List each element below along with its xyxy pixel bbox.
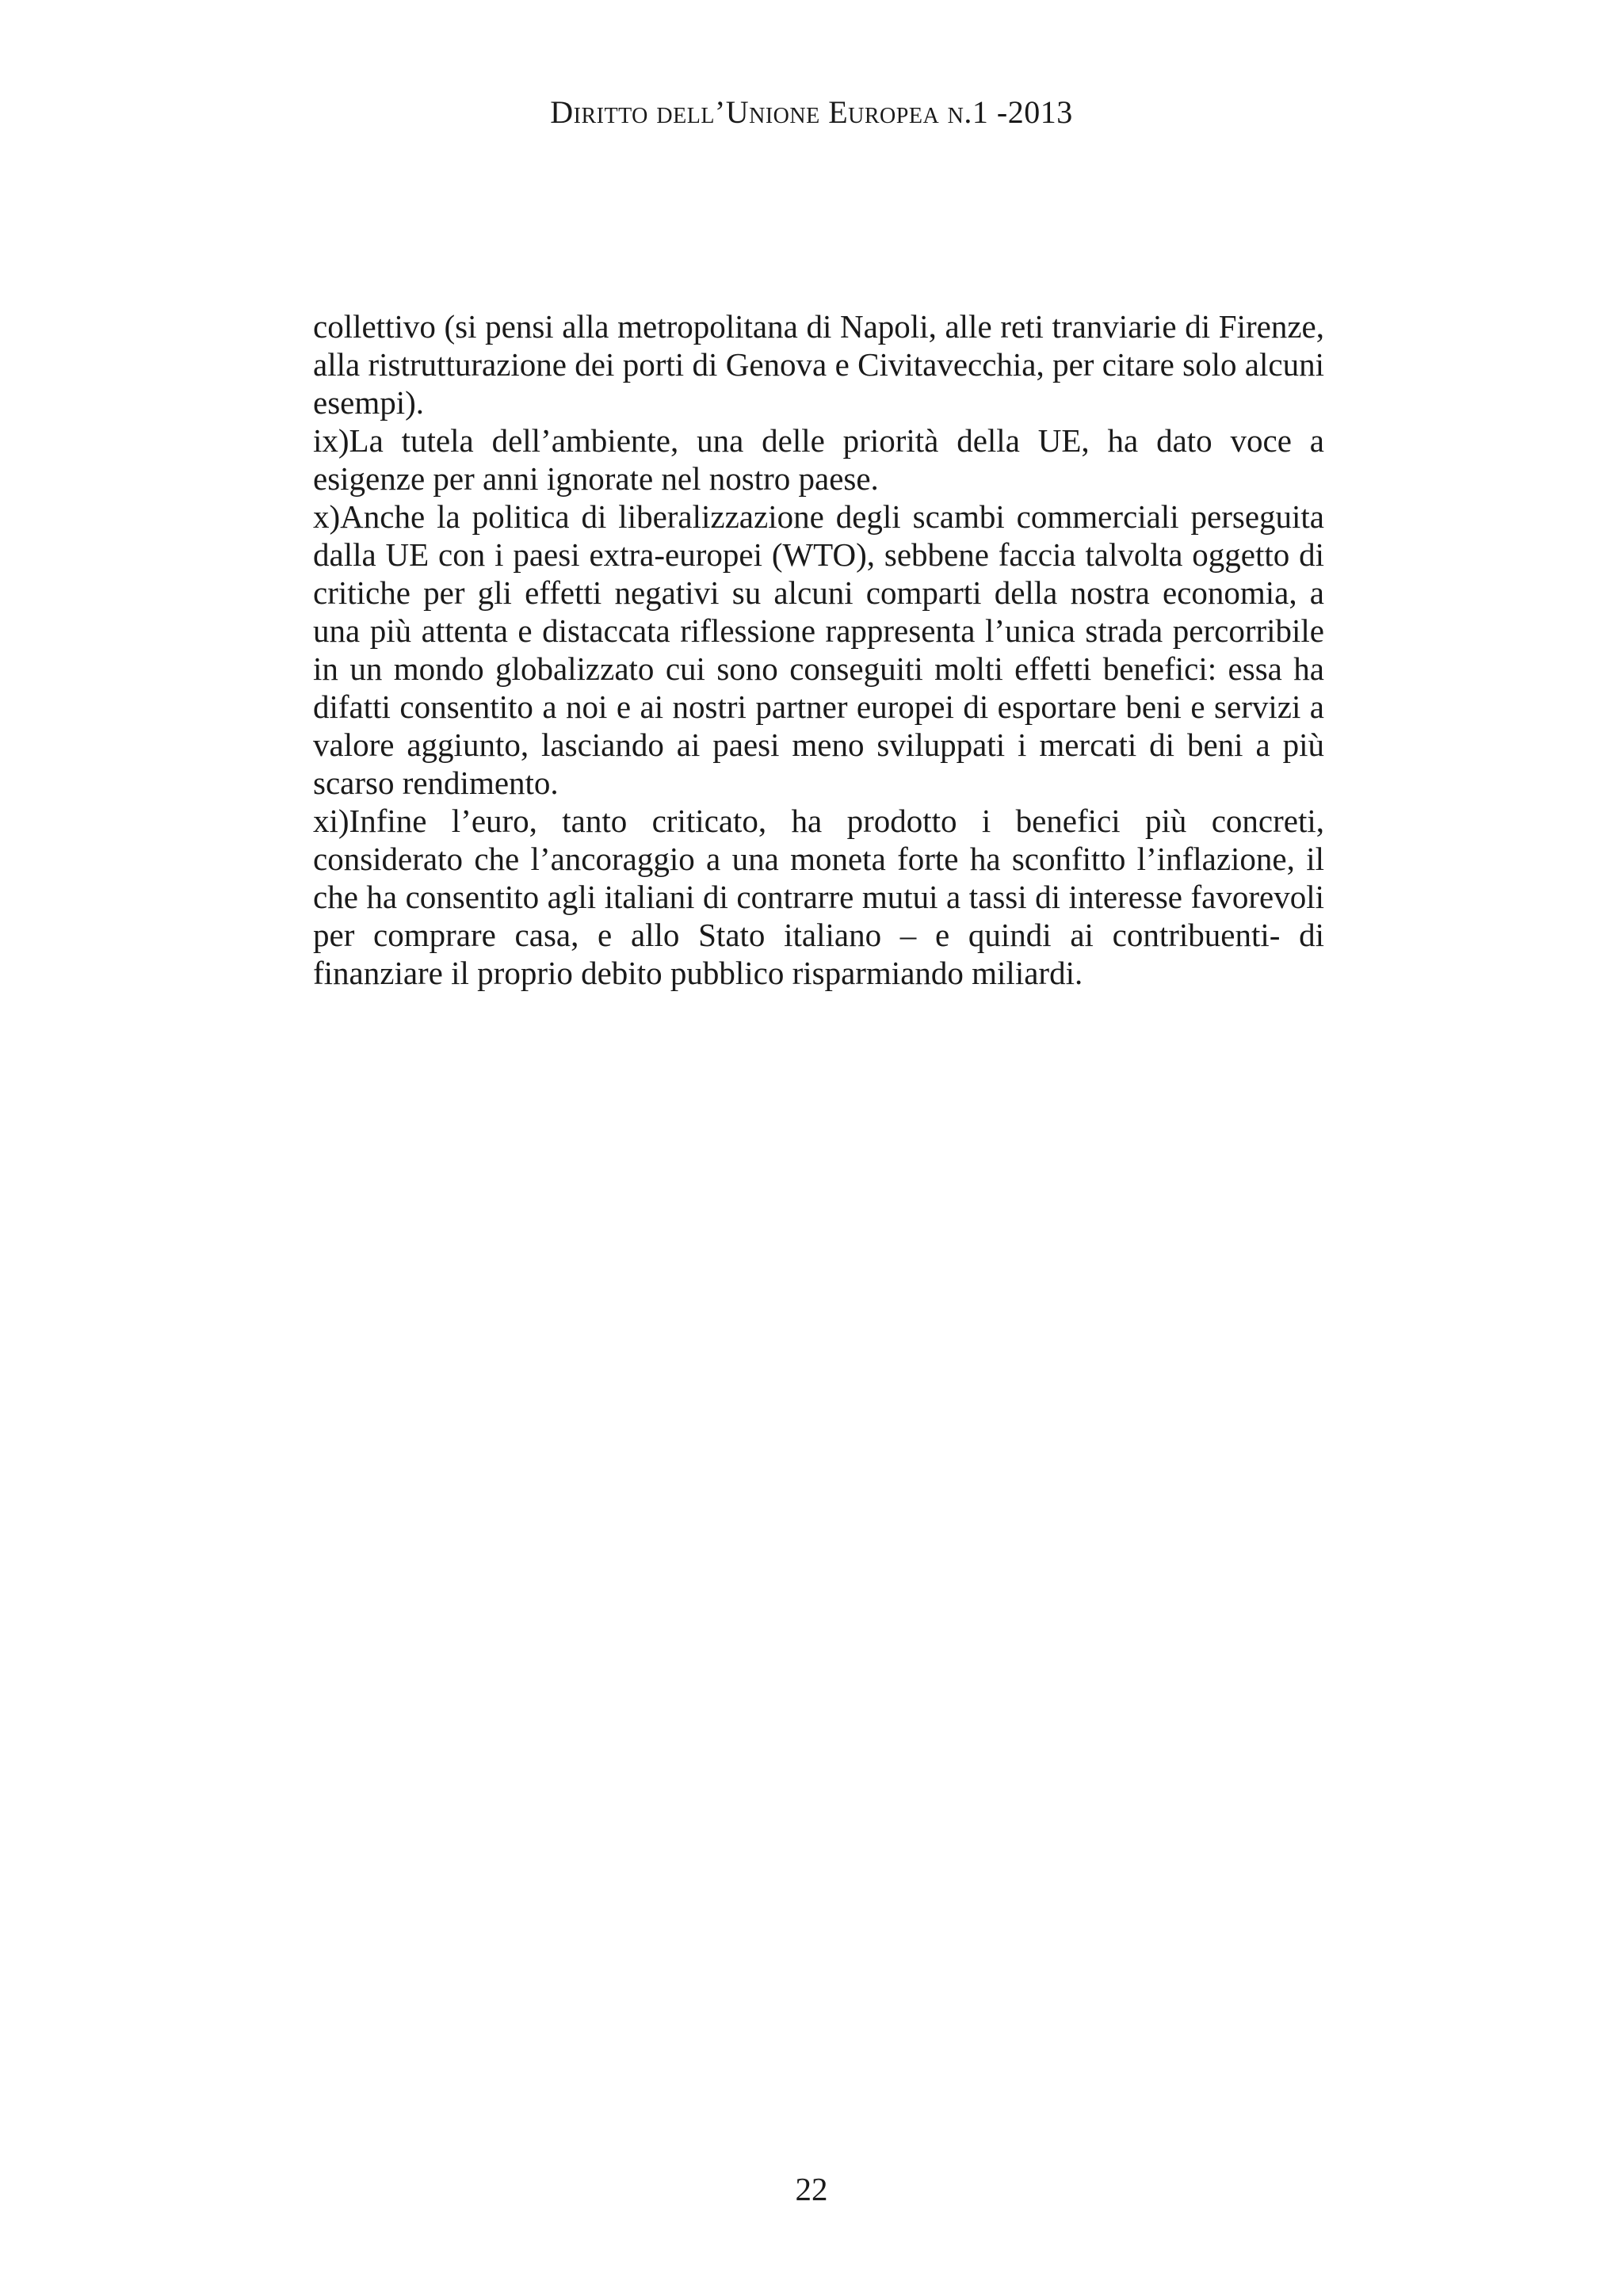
paragraph-x: x)Anche la politica di liberalizzazione degli scambi commerciali perseguita dalla UE con i paesi extra-europei (WTO), sebbene faccia talvolta oggetto di critiche per gli effetti negativi su alcuni comparti della nostra economia, a una più attenta e distaccata riflessione rappresenta l’unica strada percorribile in un mondo globalizzato cui sono conseguiti molti effetti benefici: essa ha difatti consentito a noi e ai nostri partner europei di esportare beni e servizi a valore aggiunto, lasciando ai paesi meno sviluppati i mercati di beni a più scarso rendimento.	[313, 498, 1324, 801]
paragraph-ix: ix)La tutela dell’ambiente, una delle priorità della UE, ha dato voce a esigenze per anni ignorate nel nostro paese.	[313, 422, 1324, 497]
paragraph-continuation: collettivo (si pensi alla metropolitana di Napoli, alle reti tranviarie di Firenze, alla ristrutturazione dei porti di Genova e Civitavecchia, per citare solo alcuni esempi).	[313, 308, 1324, 421]
paragraph-xi: xi)Infine l’euro, tanto criticato, ha prodotto i benefici più concreti, considerato che l’ancoraggio a una moneta forte ha sconfitto l’inflazione, il che ha consentito agli italiani di contrarre mutui a tassi di interesse favorevoli per comprare casa, e allo Stato italiano – e quindi ai contribuenti- di finanziare il proprio debito pubblico risparmiando miliardi.	[313, 803, 1324, 991]
running-header: Diritto dell’Unione Europea n.1 -2013	[550, 94, 1073, 130]
page-number: 22	[795, 2171, 828, 2207]
body-text	[313, 307, 1324, 992]
